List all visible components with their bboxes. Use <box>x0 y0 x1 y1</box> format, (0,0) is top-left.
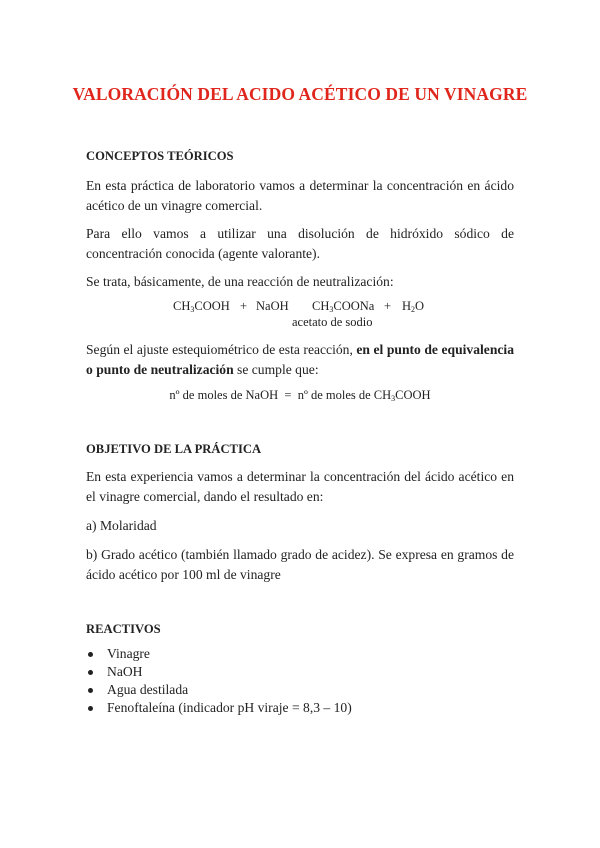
bullet-icon <box>88 652 93 657</box>
document-content <box>86 146 514 717</box>
paragraph-conceptos-4: Según el ajuste estequiométrico de esta reacción, en el punto de equivalencia o punto de neutralización se cumple que: <box>86 342 514 377</box>
section-heading-conceptos: CONCEPTOS TEÓRICOS <box>86 149 234 163</box>
product-sodium-acetate: $CH_3COONa$ <box>312 299 375 314</box>
objective-item-a: a) Molaridad <box>86 518 157 533</box>
reagent-item: Fenoftaleína (indicador pH viraje = 8,3 – 10) <box>86 699 514 717</box>
paragraph-objetivo-1: En esta experiencia vamos a determinar la concentración del ácido acético en el vinagre comercial, dando el resultado en: <box>86 469 514 504</box>
reagents-list <box>86 645 514 717</box>
reaction-equation <box>86 298 514 334</box>
reactant-naoh: NaOH <box>256 299 289 313</box>
paragraph-conceptos-3: Se trata, básicamente, de una reacción de neutralización: <box>86 274 394 289</box>
section-heading-reactivos: REACTIVOS <box>86 622 161 636</box>
reagent-item: Agua destilada <box>86 681 514 699</box>
bullet-icon <box>88 688 93 693</box>
document-title: VALORACIÓN DEL ACIDO ACÉTICO DE UN VINAGRE <box>72 84 528 104</box>
moles-equation: nº de moles de NaOH = nº de moles de $CH_3COOH$ <box>169 388 431 403</box>
section-heading-objetivo: OBJETIVO DE LA PRÁCTICA <box>86 442 262 456</box>
product-name-label: acetato de sodio <box>292 315 373 329</box>
objective-item-b: b) Grado acético (también llamado grado de acidez). Se expresa en gramos de ácido acético por 100 ml de vinagre <box>86 547 514 582</box>
reagent-item: Vinagre <box>86 645 514 663</box>
plus-sign: + <box>240 299 248 313</box>
reagent-item: NaOH <box>86 663 514 681</box>
plus-sign: + <box>384 299 392 313</box>
product-water: $H_2O$ <box>402 299 425 314</box>
bullet-icon <box>88 670 93 675</box>
equivalence-point-emphasis: en el punto de equivalencia o punto de neutralización <box>86 342 514 377</box>
reactant-acetic-acid: $CH_3COOH$ <box>173 299 230 314</box>
bullet-icon <box>88 706 93 711</box>
paragraph-conceptos-2: Para ello vamos a utilizar una disolución de hidróxido sódico de concentración conocida (agente valorante). <box>86 226 514 261</box>
paragraph-conceptos-1: En esta práctica de laboratorio vamos a determinar la concentración en ácido acético de un vinagre comercial. <box>86 178 514 213</box>
